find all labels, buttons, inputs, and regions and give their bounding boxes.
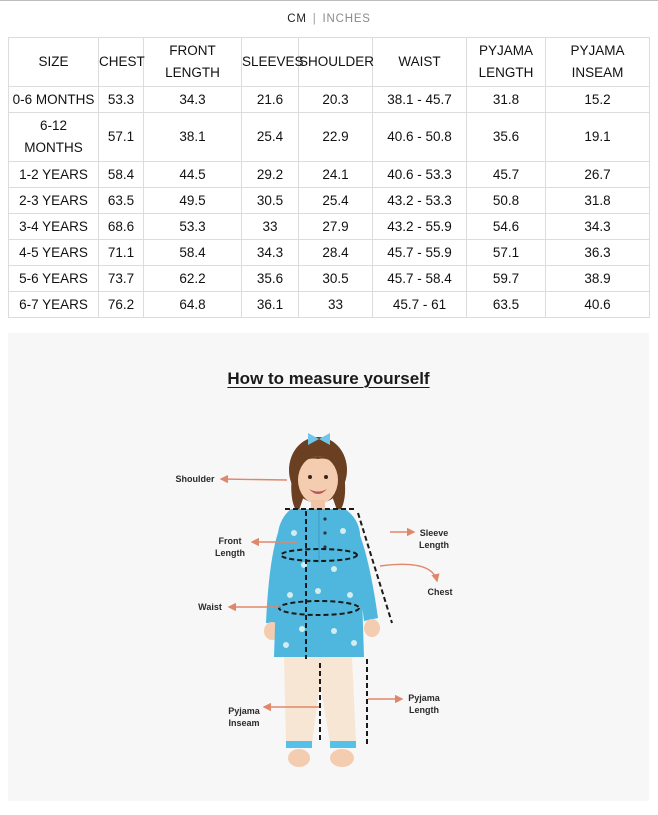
header-front-length: FRONT LENGTH bbox=[144, 38, 242, 87]
header-waist: WAIST bbox=[373, 38, 467, 87]
label-shoulder: Shoulder bbox=[175, 474, 215, 484]
size-cell: 2-3 YEARS bbox=[9, 188, 99, 214]
measurement-cell-chest: 63.5 bbox=[99, 188, 144, 214]
child-measurement-illustration bbox=[8, 333, 649, 801]
measurement-cell-shoulder: 33 bbox=[299, 292, 373, 318]
measurement-cell-pyjama-length: 63.5 bbox=[467, 292, 546, 318]
label-pyjama-inseam: Pyjama Inseam bbox=[228, 706, 260, 728]
measurement-cell-pyjama-length: 54.6 bbox=[467, 214, 546, 240]
header-chest: CHEST bbox=[99, 38, 144, 87]
unit-separator: | bbox=[312, 13, 317, 25]
label-waist: Waist bbox=[198, 602, 222, 612]
table-row bbox=[9, 292, 650, 318]
measurement-cell-pyjama-inseam: 26.7 bbox=[546, 162, 650, 188]
measurement-cell-pyjama-inseam: 40.6 bbox=[546, 292, 650, 318]
measurement-cell-pyjama-inseam: 19.1 bbox=[546, 113, 650, 162]
measurement-cell-front-length: 38.1 bbox=[144, 113, 242, 162]
size-cell: 6-7 YEARS bbox=[9, 292, 99, 318]
measurement-cell-pyjama-length: 57.1 bbox=[467, 240, 546, 266]
measurement-cell-front-length: 53.3 bbox=[144, 214, 242, 240]
measure-guide-title: How to measure yourself bbox=[227, 369, 430, 388]
table-row bbox=[9, 266, 650, 292]
measurement-cell-sleeves: 30.5 bbox=[242, 188, 299, 214]
unit-cm-button[interactable]: CM bbox=[287, 13, 307, 25]
measurement-cell-shoulder: 27.9 bbox=[299, 214, 373, 240]
table-header-row bbox=[9, 38, 650, 87]
measurement-cell-pyjama-inseam: 38.9 bbox=[546, 266, 650, 292]
header-shoulder: SHOULDER bbox=[299, 38, 373, 87]
measurement-cell-sleeves: 25.4 bbox=[242, 113, 299, 162]
measurement-cell-waist: 40.6 - 50.8 bbox=[373, 113, 467, 162]
size-cell: 5-6 YEARS bbox=[9, 266, 99, 292]
unit-toggle bbox=[0, 13, 658, 25]
header-pyjama-length: PYJAMA LENGTH bbox=[467, 38, 546, 87]
measure-guide-panel bbox=[8, 333, 649, 801]
measurement-cell-pyjama-length: 31.8 bbox=[467, 87, 546, 113]
measurement-cell-waist: 38.1 - 45.7 bbox=[373, 87, 467, 113]
measurement-cell-shoulder: 30.5 bbox=[299, 266, 373, 292]
measurement-cell-pyjama-inseam: 15.2 bbox=[546, 87, 650, 113]
label-pyjama-length: Pyjama Length bbox=[408, 693, 440, 715]
measurement-cell-chest: 76.2 bbox=[99, 292, 144, 318]
measurement-cell-shoulder: 24.1 bbox=[299, 162, 373, 188]
size-cell: 3-4 YEARS bbox=[9, 214, 99, 240]
table-row bbox=[9, 162, 650, 188]
measurement-cell-front-length: 64.8 bbox=[144, 292, 242, 318]
measurement-cell-chest: 71.1 bbox=[99, 240, 144, 266]
measurement-cell-sleeves: 21.6 bbox=[242, 87, 299, 113]
measurement-cell-waist: 45.7 - 58.4 bbox=[373, 266, 467, 292]
measurement-cell-front-length: 44.5 bbox=[144, 162, 242, 188]
measurement-cell-front-length: 62.2 bbox=[144, 266, 242, 292]
label-front-length: Front Length bbox=[215, 536, 245, 558]
unit-inches-button[interactable]: INCHES bbox=[322, 13, 371, 25]
top-divider bbox=[0, 0, 658, 1]
measurement-cell-waist: 43.2 - 53.3 bbox=[373, 188, 467, 214]
measurement-cell-pyjama-length: 35.6 bbox=[467, 113, 546, 162]
table-row bbox=[9, 188, 650, 214]
measurement-cell-waist: 40.6 - 53.3 bbox=[373, 162, 467, 188]
measurement-cell-pyjama-inseam: 31.8 bbox=[546, 188, 650, 214]
measurement-cell-shoulder: 20.3 bbox=[299, 87, 373, 113]
size-cell: 0-6 MONTHS bbox=[9, 87, 99, 113]
measurement-cell-chest: 57.1 bbox=[99, 113, 144, 162]
measurement-cell-waist: 45.7 - 61 bbox=[373, 292, 467, 318]
measurement-cell-shoulder: 25.4 bbox=[299, 188, 373, 214]
label-sleeve-length: Sleeve Length bbox=[419, 528, 449, 550]
measurement-cell-chest: 68.6 bbox=[99, 214, 144, 240]
label-chest: Chest bbox=[427, 587, 453, 597]
measurement-cell-chest: 73.7 bbox=[99, 266, 144, 292]
measurement-cell-front-length: 58.4 bbox=[144, 240, 242, 266]
measurement-cell-shoulder: 22.9 bbox=[299, 113, 373, 162]
size-chart-table bbox=[8, 37, 650, 318]
measurement-cell-chest: 53.3 bbox=[99, 87, 144, 113]
header-size: SIZE bbox=[9, 38, 99, 87]
measurement-cell-shoulder: 28.4 bbox=[299, 240, 373, 266]
table-row bbox=[9, 240, 650, 266]
header-sleeves: SLEEVES bbox=[242, 38, 299, 87]
measurement-cell-sleeves: 33 bbox=[242, 214, 299, 240]
measurement-cell-sleeves: 29.2 bbox=[242, 162, 299, 188]
measurement-cell-sleeves: 36.1 bbox=[242, 292, 299, 318]
measurement-cell-sleeves: 34.3 bbox=[242, 240, 299, 266]
measurement-cell-pyjama-length: 45.7 bbox=[467, 162, 546, 188]
measurement-cell-waist: 45.7 - 55.9 bbox=[373, 240, 467, 266]
table-row bbox=[9, 214, 650, 240]
measurement-cell-pyjama-inseam: 36.3 bbox=[546, 240, 650, 266]
measurement-cell-pyjama-inseam: 34.3 bbox=[546, 214, 650, 240]
measurement-cell-waist: 43.2 - 55.9 bbox=[373, 214, 467, 240]
measurement-cell-pyjama-length: 50.8 bbox=[467, 188, 546, 214]
measurement-cell-front-length: 34.3 bbox=[144, 87, 242, 113]
measurement-cell-chest: 58.4 bbox=[99, 162, 144, 188]
table-row bbox=[9, 87, 650, 113]
size-cell: 6-12 MONTHS bbox=[9, 113, 99, 162]
measurement-cell-front-length: 49.5 bbox=[144, 188, 242, 214]
size-cell: 1-2 YEARS bbox=[9, 162, 99, 188]
table-row bbox=[9, 113, 650, 162]
measurement-cell-pyjama-length: 59.7 bbox=[467, 266, 546, 292]
header-pyjama-inseam: PYJAMA INSEAM bbox=[546, 38, 650, 87]
size-cell: 4-5 YEARS bbox=[9, 240, 99, 266]
measurement-cell-sleeves: 35.6 bbox=[242, 266, 299, 292]
